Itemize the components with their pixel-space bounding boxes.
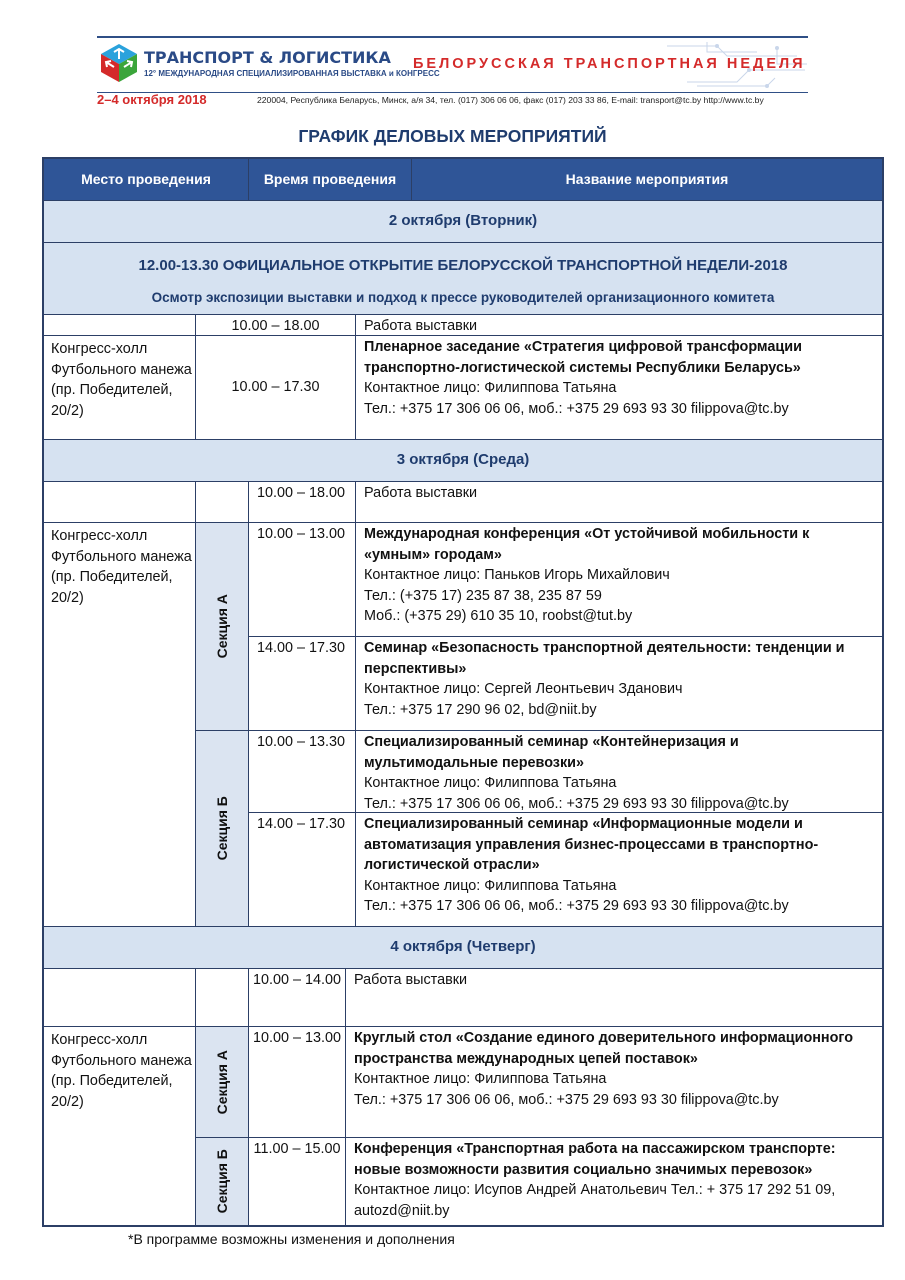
event-phone: Тел.: +375 17 306 06 06, моб.: +375 29 693 93 30 filippova@tc.by [364, 400, 789, 417]
day-band-oct-4: 4 октября (Четверг) [44, 927, 882, 969]
event-mobile: Моб.: (+375 29) 610 35 10, roobst@tut.by [364, 608, 633, 624]
section-a-text: Секция А [213, 1049, 230, 1115]
place-cell-empty [44, 969, 196, 1027]
time-cell: 10.00 – 13.00 [249, 523, 356, 637]
event-cell-expo: Работа выставки [356, 315, 882, 336]
event-contact: Контактное лицо: Исупов Андрей Анатольевич Тел.: + 375 17 292 51 09, autozd@niit.by [354, 1182, 836, 1219]
brand-subtitle: 12° МЕЖДУНАРОДНАЯ СПЕЦИАЛИЗИРОВАННАЯ ВЫСТАВКА и КОНГРЕСС [144, 69, 440, 78]
column-header-place: Место проведения [44, 159, 249, 201]
time-cell: 11.00 – 15.00 [249, 1138, 346, 1225]
event-cell-expo: Работа выставки [346, 969, 882, 1027]
event-contact: Контактное лицо: Филиппова Татьяна [354, 1071, 607, 1087]
event-contact: Контактное лицо: Сергей Леонтьевич Зданович [364, 681, 683, 697]
event-cell-round-table [346, 1027, 882, 1138]
place-cell-empty [44, 315, 196, 336]
section-a-text: Секция А [213, 594, 230, 659]
time-cell: 10.00 – 13.00 [249, 1027, 346, 1138]
opening-title: 12.00-13.30 ОФИЦИАЛЬНОЕ ОТКРЫТИЕ БЕЛОРУССКОЙ ТРАНСПОРТНОЙ НЕДЕЛИ-2018 [138, 257, 788, 274]
contact-address: 220004, Республика Беларусь, Минск, а/я 34, тел. (017) 306 06 06, факс (017) 203 33 86, E-mail: transport@tc.by http://www.tc.by [257, 95, 764, 105]
brand-name: ТРАНСПОРТ & ЛОГИСТИКА [144, 48, 391, 67]
event-title: Конференция «Транспортная работа на пассажирском транспорте: новые возможности развития социально значимых перевозок» [354, 1141, 836, 1178]
event-title: Пленарное заседание «Стратегия цифровой трансформации транспортно-логистической системы Республики Беларусь» [364, 339, 802, 376]
time-cell: 10.00 – 17.30 [196, 336, 356, 440]
event-phone: Тел.: +375 17 306 06 06, моб.: +375 29 693 93 30 filippova@tc.by [354, 1091, 779, 1108]
page-title: ГРАФИК ДЕЛОВЫХ МЕРОПРИЯТИЙ [298, 126, 607, 146]
time-cell: 10.00 – 13.30 [249, 731, 356, 813]
place-cell: Конгресс-холл Футбольного манежа (пр. Победителей, 20/2) [44, 523, 196, 927]
opening-band [44, 243, 882, 315]
section-a-label [196, 523, 249, 731]
events-table [42, 157, 884, 1227]
place-cell: Конгресс-холл Футбольного манежа (пр. Победителей, 20/2) [44, 336, 196, 440]
event-cell-security-seminar [356, 637, 882, 731]
event-cell-plenary [356, 336, 882, 440]
event-phone: Тел.: +375 17 290 96 02, bd@niit.by [364, 701, 597, 718]
time-cell: 14.00 – 17.30 [249, 637, 356, 731]
section-b-text: Секция Б [213, 1149, 230, 1214]
section-cell-empty [196, 482, 249, 523]
event-phone: Тел.: (+375 17) 235 87 38, 235 87 59 [364, 587, 602, 604]
time-cell: 10.00 – 14.00 [249, 969, 346, 1027]
place-cell-empty [44, 482, 196, 523]
exhibition-logo-icon [97, 40, 141, 84]
event-contact: Контактное лицо: Паньков Игорь Михайлович [364, 567, 670, 583]
event-title: Специализированный семинар «Информационные модели и автоматизация управления бизнес-процессами в транспортно-логистической отрасли» [364, 816, 819, 873]
time-cell: 14.00 – 17.30 [249, 813, 356, 927]
section-b-label [196, 731, 249, 927]
footnote: *В программе возможны изменения и дополнения [128, 1231, 455, 1247]
event-contact: Контактное лицо: Филиппова Татьяна [364, 775, 617, 791]
event-phone: Тел.: +375 17 306 06 06, моб.: +375 29 693 93 30 filippova@tc.by [364, 795, 789, 812]
transport-week-title: БЕЛОРУССКАЯ ТРАНСПОРТНАЯ НЕДЕЛЯ [413, 56, 806, 72]
event-title: Круглый стол «Создание единого доверительного информационного пространства международных цепей поставок» [354, 1030, 853, 1067]
place-cell: Конгресс-холл Футбольного манежа (пр. Победителей, 20/2) [44, 1027, 196, 1225]
section-a-label [196, 1027, 249, 1138]
event-title: Международная конференция «От устойчивой мобильности к «умным» городам» [364, 526, 810, 563]
event-phone: Тел.: +375 17 306 06 06, моб.: +375 29 693 93 30 filippova@tc.by [364, 898, 789, 914]
time-cell: 10.00 – 18.00 [196, 315, 356, 336]
column-header-time: Время проведения [249, 159, 412, 201]
event-cell-information-models-seminar [356, 813, 882, 927]
opening-subtitle: Осмотр экспозиции выставки и подход к прессе руководителей организационного комитета [151, 289, 775, 305]
event-cell-expo: Работа выставки [356, 482, 882, 523]
letterhead [97, 34, 808, 108]
section-b-label [196, 1138, 249, 1225]
event-contact: Контактное лицо: Филиппова Татьяна [364, 380, 617, 396]
event-contact: Контактное лицо: Филиппова Татьяна [364, 877, 617, 894]
section-b-text: Секция Б [213, 796, 230, 861]
event-title: Специализированный семинар «Контейнеризация и мультимодальные перевозки» [364, 734, 739, 771]
event-title: Семинар «Безопасность транспортной деятельности: тенденции и перспективы» [364, 640, 845, 677]
day-band-oct-2: 2 октября (Вторник) [44, 201, 882, 243]
event-cell-passenger-conference [346, 1138, 882, 1225]
day-band-oct-3: 3 октября (Среда) [44, 440, 882, 482]
event-cell-mobility-conference [356, 523, 882, 637]
time-cell: 10.00 – 18.00 [249, 482, 356, 523]
event-dates: 2–4 октября 2018 [97, 92, 207, 107]
event-cell-containerization-seminar [356, 731, 882, 813]
section-cell-empty [196, 969, 249, 1027]
column-header-event: Название мероприятия [412, 159, 882, 201]
